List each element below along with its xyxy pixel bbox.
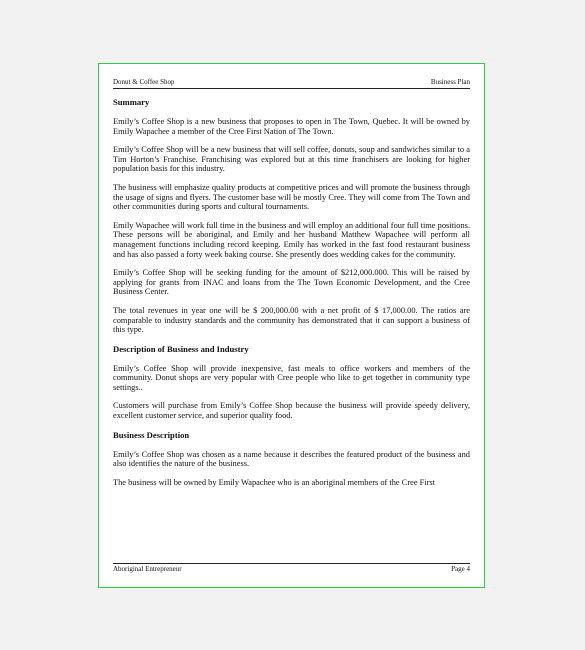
paragraph: Emily Wapachee will work full time in the business and will employ an additional four full time positions. These persons will be aboriginal, and Emily and her husband Matthew Wapachee will perform all management functions including record keeping. Emily has worked in the fast food restaurant business and has also passed a forty week baking course. She presently does wedding cakes for the community. [113, 220, 470, 259]
paragraph: Emily’s Coffee Shop will be a new business that will sell coffee, donuts, soup and sandwiches similar to a Tim Horton’s Franchise. Franchising was explored but at this time franchisers are looking for higher population basis for this industry. [113, 145, 470, 174]
footer-left-title: Aboriginal Entrepreneur [113, 565, 182, 573]
page-header [113, 78, 470, 89]
section-heading-business-description: Business Description [113, 429, 190, 440]
paragraph: Emily’s Coffee Shop is a new business that proposes to open in The Town, Quebec. It will be owned by Emily Wapachee a member of the Cree First Nation of The Town. [113, 117, 470, 136]
paragraph: Emily’s Coffee Shop will provide inexpensive, fast meals to office workers and members of the community. Donut shops are very popular with Cree people who like to get together in community type settings.. [113, 363, 470, 392]
paragraph: Emily’s Coffee Shop will be seeking funding for the amount of $212,000.000. This will be raised by applying for grants from INAC and loans from the The Town Economic Development, and the Cree Business Center. [113, 268, 470, 297]
paragraph: Customers will purchase from Emily’s Coffee Shop because the business will provide speedy delivery, excellent customer service, and superior quality food. [113, 401, 470, 421]
paragraph: The business will emphasize quality products at competitive prices and will promote the business through the usage of signs and flyers. The customer base will be mostly Cree. They will come from The Town and other communities during sports and cultural tournaments. [113, 182, 470, 212]
header-right-title: Business Plan [430, 78, 470, 86]
paragraph: Emily’s Coffee Shop was chosen as a name because it describes the featured product of the business and also identifies the nature of the business. [113, 449, 470, 469]
page-body [113, 97, 470, 496]
header-left-title: Donut & Coffee Shop [113, 78, 175, 86]
paragraph: The business will be owned by Emily Wapachee who is an aboriginal members of the Cree First [113, 477, 435, 487]
page-number: Page 4 [451, 565, 470, 573]
document-page [98, 63, 485, 588]
page-footer [113, 563, 470, 574]
section-heading-summary: Summary [113, 97, 150, 107]
section-heading-business-industry: Description of Business and Industry [113, 343, 249, 354]
paragraph: The total revenues in year one will be $ 200,000.00 with a net profit of $ 17,000.00. The ratios are comparable to industry standards and the community has demonstrated that it can support a business of this type. [113, 305, 470, 335]
